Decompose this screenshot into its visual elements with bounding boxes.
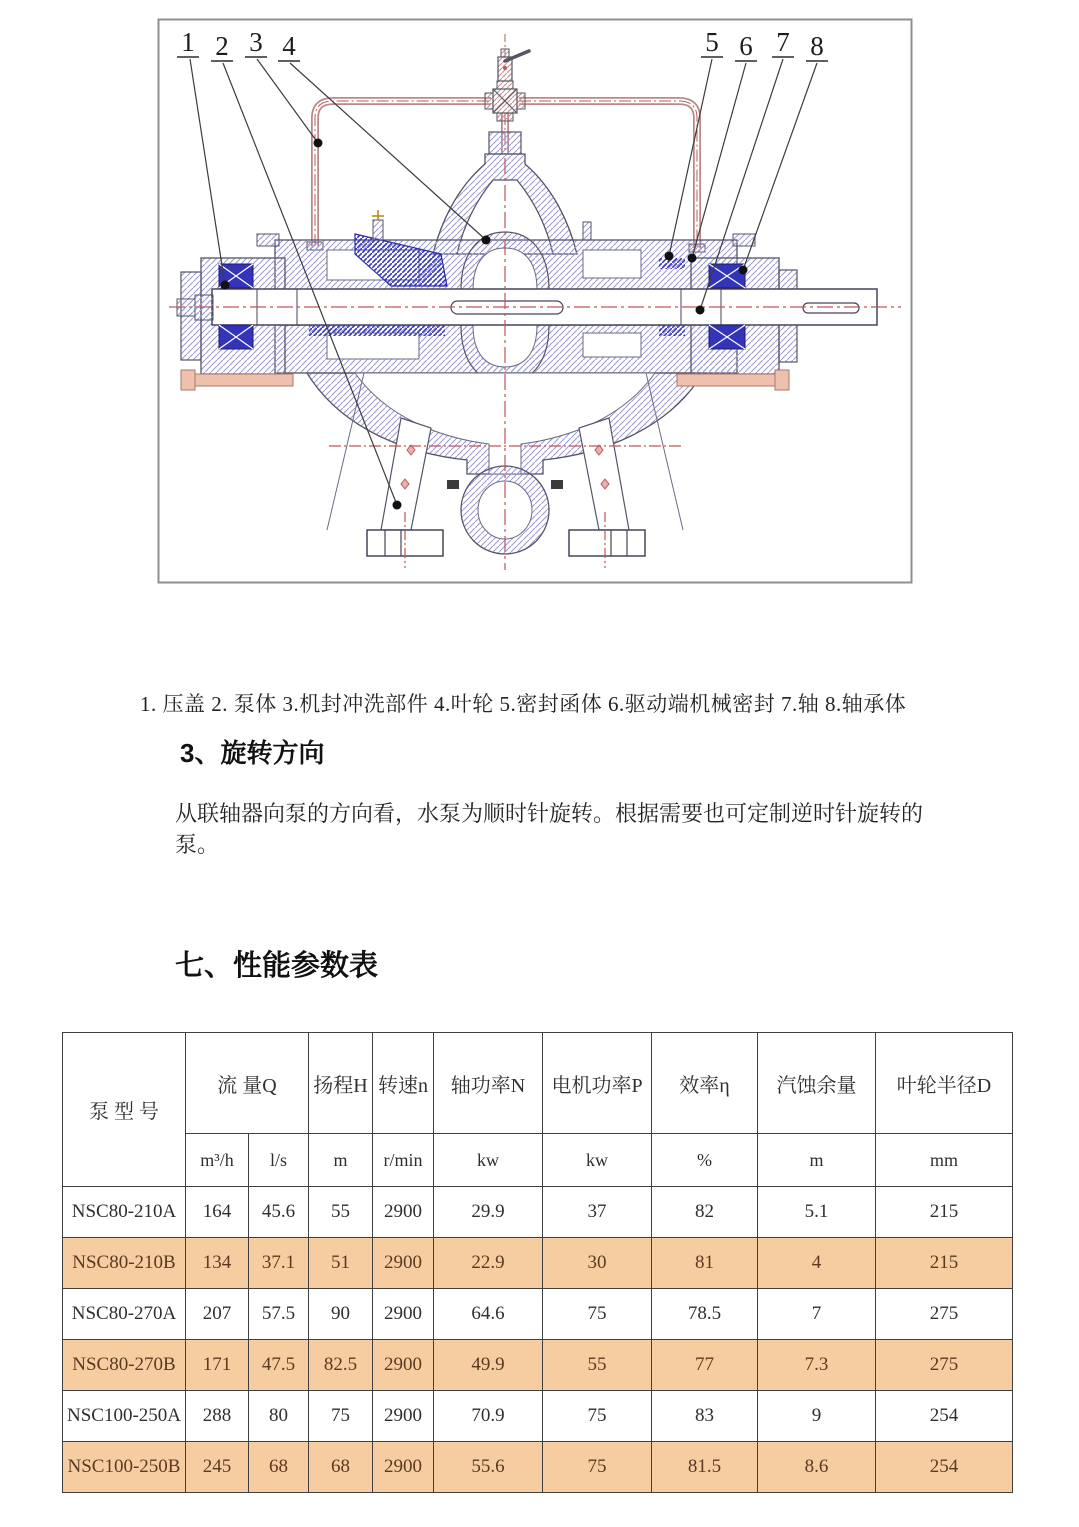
header-row-names bbox=[63, 1033, 1013, 1134]
cell-value: 8.6 bbox=[758, 1442, 876, 1493]
cell-value: 2900 bbox=[373, 1187, 434, 1238]
callout-2: 2 bbox=[215, 31, 229, 61]
cell-model: NSC100-250B bbox=[63, 1442, 186, 1493]
cell-value: 55 bbox=[543, 1340, 652, 1391]
performance-heading: 七、性能参数表 bbox=[175, 950, 379, 982]
unit-kw-shaft: kw bbox=[434, 1134, 543, 1187]
cell-value: 82.5 bbox=[309, 1340, 373, 1391]
cell-value: 288 bbox=[186, 1391, 249, 1442]
cell-value: 7.3 bbox=[758, 1340, 876, 1391]
performance-table bbox=[62, 1032, 1013, 1493]
cell-value: 75 bbox=[543, 1289, 652, 1340]
table-row-highlighted bbox=[63, 1340, 1013, 1391]
cell-value: 77 bbox=[652, 1340, 758, 1391]
callout-4: 4 bbox=[282, 31, 296, 61]
cell-value: 49.9 bbox=[434, 1340, 543, 1391]
cell-value: 29.9 bbox=[434, 1187, 543, 1238]
cell-value: 254 bbox=[876, 1391, 1013, 1442]
header-npsh: 汽蚀余量 bbox=[758, 1033, 876, 1134]
unit-rmin: r/min bbox=[373, 1134, 434, 1187]
shaft-end-keyway bbox=[803, 303, 859, 313]
cell-value: 207 bbox=[186, 1289, 249, 1340]
callout-1: 1 bbox=[181, 27, 195, 57]
cell-value: 80 bbox=[249, 1391, 309, 1442]
cell-value: 245 bbox=[186, 1442, 249, 1493]
unit-ls: l/s bbox=[249, 1134, 309, 1187]
cell-model: NSC80-210B bbox=[63, 1238, 186, 1289]
callout-7: 7 bbox=[776, 27, 790, 57]
cell-value: 75 bbox=[309, 1391, 373, 1442]
cell-value: 68 bbox=[309, 1442, 373, 1493]
header-efficiency: 效率η bbox=[652, 1033, 758, 1134]
cell-value: 37 bbox=[543, 1187, 652, 1238]
cell-value: 5.1 bbox=[758, 1187, 876, 1238]
unit-percent: % bbox=[652, 1134, 758, 1187]
right-foot bbox=[569, 530, 645, 556]
parts-legend: 1. 压盖 2. 泵体 3.机封冲洗部件 4.叶轮 5.密封函体 6.驱动端机械密封 7.轴 8.轴承体 bbox=[140, 692, 907, 716]
unit-m: m bbox=[309, 1134, 373, 1187]
header-flow: 流 量Q bbox=[186, 1033, 309, 1134]
cell-value: 275 bbox=[876, 1340, 1013, 1391]
pump-cross-section-diagram bbox=[157, 18, 913, 584]
cell-value: 215 bbox=[876, 1187, 1013, 1238]
cell-value: 275 bbox=[876, 1289, 1013, 1340]
cell-value: 2900 bbox=[373, 1442, 434, 1493]
cell-model: NSC80-270A bbox=[63, 1289, 186, 1340]
header-model: 泵 型 号 bbox=[63, 1033, 186, 1187]
cell-value: 2900 bbox=[373, 1391, 434, 1442]
unit-npsh-m: m bbox=[758, 1134, 876, 1187]
cell-model: NSC80-270B bbox=[63, 1340, 186, 1391]
cell-value: 55.6 bbox=[434, 1442, 543, 1493]
header-row-units bbox=[63, 1134, 1013, 1187]
rotation-body: 从联轴器向泵的方向看，水泵为顺时针旋转。根据需要也可定制逆时针旋转的泵。 bbox=[175, 801, 924, 857]
callout-8: 8 bbox=[810, 31, 824, 61]
performance-table-wrap bbox=[62, 1032, 1013, 1493]
header-speed: 转速n bbox=[373, 1033, 434, 1134]
cell-value: 82 bbox=[652, 1187, 758, 1238]
cell-value: 55 bbox=[309, 1187, 373, 1238]
cell-value: 4 bbox=[758, 1238, 876, 1289]
cell-value: 30 bbox=[543, 1238, 652, 1289]
cell-value: 81.5 bbox=[652, 1442, 758, 1493]
unit-mm: mm bbox=[876, 1134, 1013, 1187]
cell-value: 7 bbox=[758, 1289, 876, 1340]
cell-value: 2900 bbox=[373, 1289, 434, 1340]
cell-value: 81 bbox=[652, 1238, 758, 1289]
cell-value: 215 bbox=[876, 1238, 1013, 1289]
table-row-highlighted bbox=[63, 1442, 1013, 1493]
unit-m3h: m³/h bbox=[186, 1134, 249, 1187]
cell-value: 75 bbox=[543, 1391, 652, 1442]
cell-value: 75 bbox=[543, 1442, 652, 1493]
header-shaft-power: 轴功率N bbox=[434, 1033, 543, 1134]
cell-value: 134 bbox=[186, 1238, 249, 1289]
cell-value: 37.1 bbox=[249, 1238, 309, 1289]
cell-value: 45.6 bbox=[249, 1187, 309, 1238]
table-row bbox=[63, 1391, 1013, 1442]
cell-value: 51 bbox=[309, 1238, 373, 1289]
cell-model: NSC80-210A bbox=[63, 1187, 186, 1238]
cell-value: 47.5 bbox=[249, 1340, 309, 1391]
cell-value: 254 bbox=[876, 1442, 1013, 1493]
cell-model: NSC100-250A bbox=[63, 1391, 186, 1442]
cell-value: 171 bbox=[186, 1340, 249, 1391]
cell-value: 64.6 bbox=[434, 1289, 543, 1340]
table-row-highlighted bbox=[63, 1238, 1013, 1289]
callout-6: 6 bbox=[739, 31, 753, 61]
callout-3: 3 bbox=[249, 27, 263, 57]
cell-value: 78.5 bbox=[652, 1289, 758, 1340]
header-head: 扬程H bbox=[309, 1033, 373, 1134]
callout-5: 5 bbox=[705, 27, 719, 57]
cell-value: 22.9 bbox=[434, 1238, 543, 1289]
cell-value: 2900 bbox=[373, 1238, 434, 1289]
cell-value: 83 bbox=[652, 1391, 758, 1442]
header-motor-power: 电机功率P bbox=[543, 1033, 652, 1134]
cell-value: 57.5 bbox=[249, 1289, 309, 1340]
cell-value: 2900 bbox=[373, 1340, 434, 1391]
pump-drawing-svg bbox=[157, 18, 913, 584]
rotation-heading: 3、旋转方向 bbox=[180, 738, 325, 768]
cell-value: 70.9 bbox=[434, 1391, 543, 1442]
unit-kw-motor: kw bbox=[543, 1134, 652, 1187]
cell-value: 164 bbox=[186, 1187, 249, 1238]
header-impeller-radius: 叶轮半径D bbox=[876, 1033, 1013, 1134]
table-row bbox=[63, 1187, 1013, 1238]
cell-value: 90 bbox=[309, 1289, 373, 1340]
cell-value: 9 bbox=[758, 1391, 876, 1442]
cell-value: 68 bbox=[249, 1442, 309, 1493]
table-row bbox=[63, 1289, 1013, 1340]
